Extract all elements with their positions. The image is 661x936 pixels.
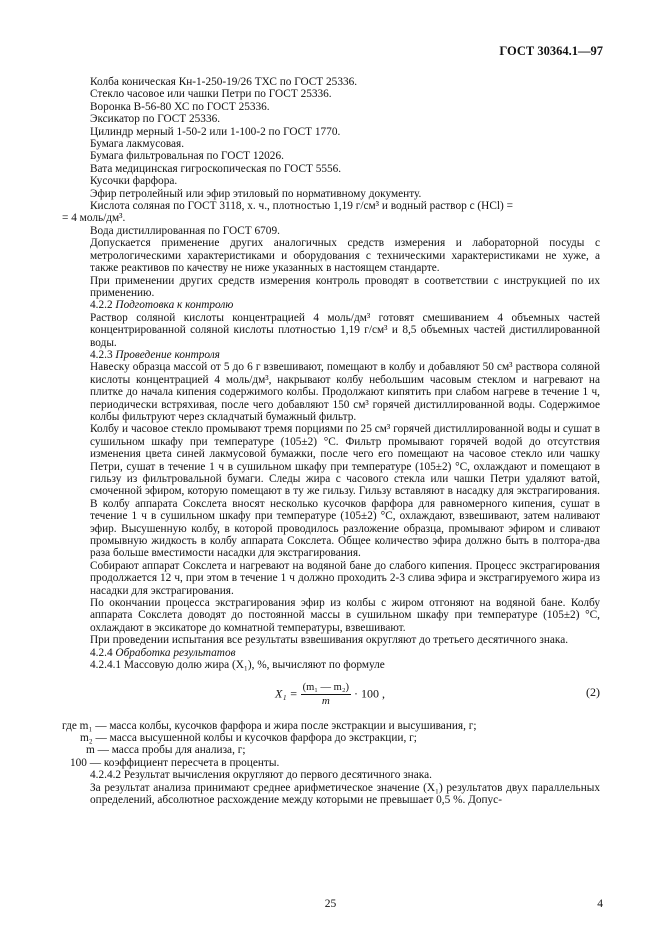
section-4-2-4-1: 4.2.4.1 Массовую долю жира (X₁), %, вычисляют по формуле (90, 659, 385, 672)
section-4-2-2 (90, 299, 600, 311)
procedure-text: Колбу и часовое стекло промывают тремя порциями по 25 см³ горячей дистиллированной воды и сушат в сушильном шкафу при температуре (105±2) °С. Фильтр промывают горячей водой до отсутствия изменения цвета синей лакмусовой бумажки, после чего его помещают на часовое стекло или чашку Петри, сушат в течение 1 ч в сушильном шкафу при температуре (105±2) °С, охлаждают и помещают в гильзу из фильтровальной бумаги. Следы жира с часового стекла или чашки Петри удаляют ватой, смоченной эфиром, которую помещают в ту же гильзу. Гильзу вставляют в насадку для экстрагирования. В колбу аппарата Сокслета вносят несколько кусочков фарфора для равномерного кипения, сушат в течение 1 ч в сушильном шкафу при температуре (105±2) °С, охлаждают, взвешивают, затем наливают эфир. Высушенную колбу, в которой проводилось разложение образца, промывают эфиром и сливают промывную жидкость в колбу аппарата Сокслета. Общее количество эфира должно быть в полтора-два раза больше вместимости насадки для экстрагирования. (90, 423, 600, 560)
procedure-paragraph-5 (90, 634, 600, 646)
formula-fraction (301, 682, 351, 708)
corner-mark: 4 (597, 898, 603, 910)
formula-denominator: m (321, 694, 330, 707)
acid-line-1: Кислота соляная по ГОСТ 3118, х. ч., плотностью 1,19 г/см³ и водный раствор c (HCl) = (90, 200, 513, 213)
procedure-paragraph-3 (90, 560, 600, 597)
where-item: 100 — коэффициент пересчета в проценты. (70, 756, 280, 769)
section-4-2-3 (90, 349, 600, 361)
final-text: За результат анализа принимают среднее арифметическое значение (X₁) результатов двух параллельных определений, абсолютное расхождение между которыми не превышает 0,5 %. Допус- (90, 781, 600, 806)
equipment-item: Цилиндр мерный 1-50-2 или 1-100-2 по ГОСТ 1770. (90, 125, 341, 138)
section-title: Проведение контроля (115, 348, 220, 361)
procedure-paragraph-2 (90, 423, 600, 559)
section-number: 4.2.4 (90, 646, 113, 659)
procedure-paragraph-4 (90, 597, 600, 634)
prep-text: Раствор соляной кислоты концентрацией 4 моль/дм³ готовят смешиванием 4 объемных частей концентрированной соляной кислоты плотностью 1,19 г/см³ и 8,5 объемных частей дистиллированной воды. (90, 311, 600, 349)
equipment-item: Вата медицинская гигроскопическая по ГОСТ 5556. (90, 162, 342, 175)
other-means-paragraph (90, 275, 600, 300)
water-line: Вода дистиллированная по ГОСТ 6709. (90, 224, 280, 237)
where-item: где m₁ — масса колбы, кусочков фарфора и жира после экстракции и высушивания, г; (62, 719, 477, 732)
section-title: Подготовка к контролю (115, 299, 234, 312)
formula-rhs: · 100 , (354, 686, 386, 701)
procedure-text: При проведении испытания все результаты взвешивания округляют до третьего десятичного знака. (90, 634, 569, 647)
document-body (62, 76, 600, 806)
formula-numerator: (m₁ — m₂) (301, 682, 351, 695)
allowed-text: Допускается применение других аналогичных средств измерения и лабораторной посуды с метрологическими характеристиками и оборудования с техническими характеристиками не хуже, а также реактивов по качеству не ниже указанных в настоящем стандарте. (90, 237, 600, 275)
section-4-2-4-2: 4.2.4.2 Результат вычисления округляют до первого десятичного знака. (90, 769, 432, 782)
section-number: 4.2.3 (90, 348, 113, 361)
where-list (62, 719, 600, 770)
equipment-item: Бумага фильтровальная по ГОСТ 12026. (90, 150, 284, 163)
equipment-item: Эксикатор по ГОСТ 25336. (90, 113, 221, 126)
equipment-item: Колба коническая Кн-1-250-19/26 ТХС по ГОСТ 25336. (90, 76, 358, 88)
formula-lhs: X₁ = (275, 686, 298, 701)
prep-paragraph (90, 312, 600, 349)
equipment-item: Стекло часовое или чашки Петри по ГОСТ 25336. (90, 88, 332, 101)
page-number: 25 (324, 898, 337, 910)
standard-header: ГОСТ 30364.1—97 (499, 44, 603, 58)
equipment-item: Кусочки фарфора. (90, 175, 178, 188)
section-title: Обработка результатов (115, 646, 236, 659)
where-item: m — масса пробы для анализа, г; (86, 744, 246, 757)
procedure-text: Навеску образца массой от 5 до 6 г взвешивают, помещают в колбу и добавляют 50 см³ раствора соляной кислоты концентрацией 4 моль/дм³, накрывают колбу небольшим часовым стеклом и нагревают на плитке до начала кипения содержимого колбы. Продолжают кипятить при слабом нагреве в течение 1 ч, периодически встряхивая, после чего добавляют 150 см³ горячей дистиллированной воды. Содержимое колбы фильтруют через складчатый бумажный фильтр. (90, 361, 600, 423)
acid-line-2: = 4 моль/дм³. (62, 212, 126, 225)
procedure-paragraph-1 (90, 361, 600, 423)
formula-2 (90, 678, 600, 716)
procedure-text: По окончании процесса экстрагирования эфир из колбы с жиром отгоняют на водяной бане. Колбу аппарата Сокслета доводят до постоянной массы в сушильном шкафу при температуре (105±2) °С, охлаждают в эксикаторе до комнатной температуры, взвешивают. (90, 597, 600, 634)
equipment-item: Воронка В-56-80 ХС по ГОСТ 25336. (90, 100, 270, 113)
equipment-item: Эфир петролейный или эфир этиловый по нормативному документу. (90, 187, 422, 200)
other-means-text: При применении других средств измерения контроль проводят в соответствии с инструкцией по их применению. (90, 274, 600, 299)
allowed-paragraph (90, 237, 600, 274)
final-paragraph (90, 782, 600, 807)
section-4-2-4 (90, 647, 600, 659)
equipment-item: Бумага лакмусовая. (90, 138, 185, 151)
procedure-text: Собирают аппарат Сокслета и нагревают на водяной бане до слабого кипения. Процесс экстрагирования продолжается 12 ч, при этом в течение 1 ч должно проходить 2-3 слива эфира и экстрагируемого жира из насадки для экстрагирования. (90, 559, 600, 597)
where-item: m₂ — масса высушенной колбы и кусочков фарфора до экстракции, г; (80, 731, 417, 744)
formula-expression (275, 682, 385, 708)
formula-number: (2) (586, 684, 600, 699)
section-number: 4.2.2 (90, 299, 113, 312)
